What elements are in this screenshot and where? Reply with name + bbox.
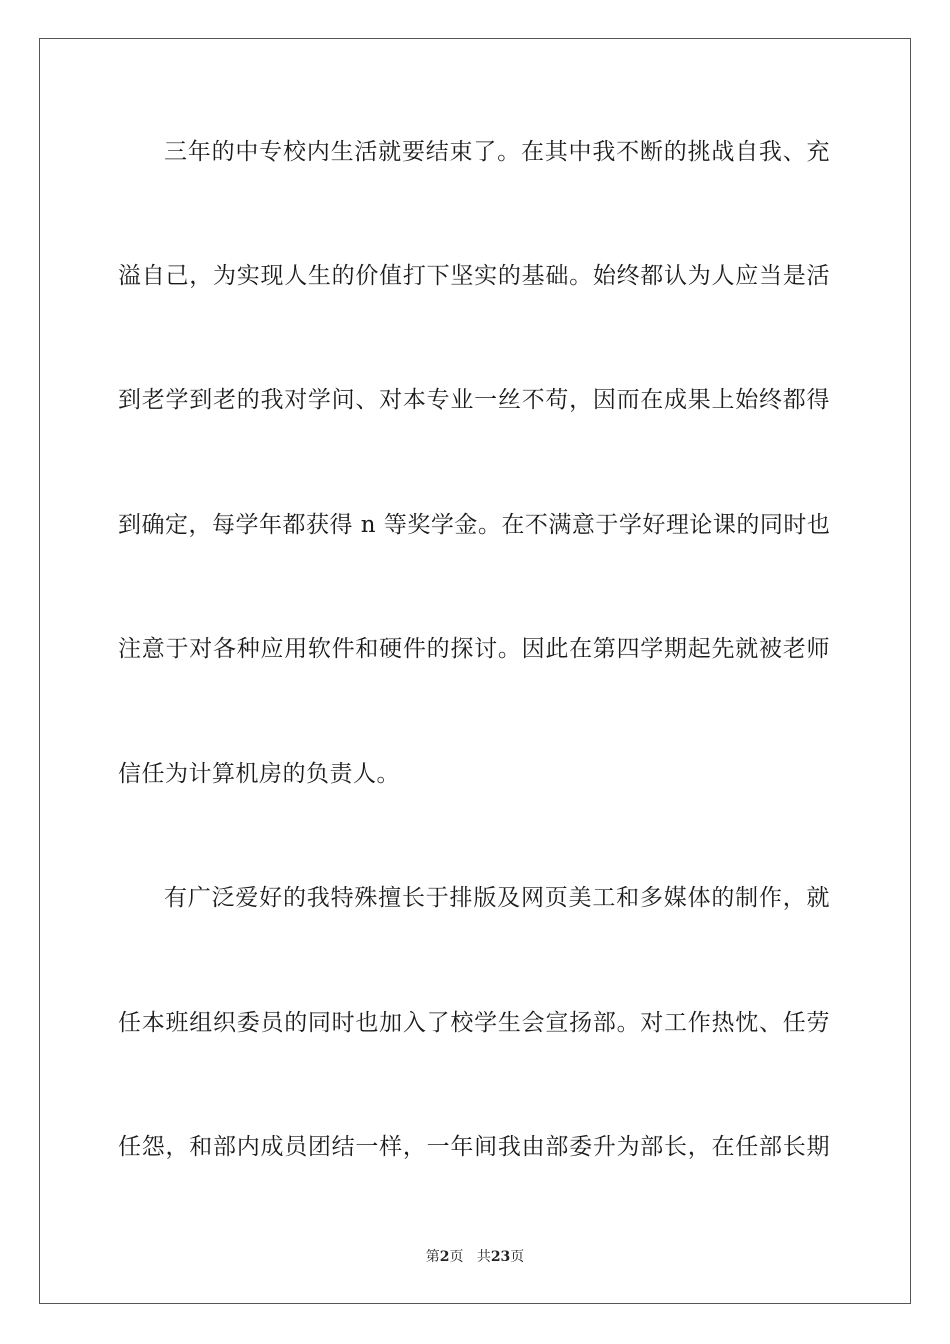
total-pages-suffix: 页: [510, 1249, 525, 1265]
page-footer: [0, 1247, 950, 1267]
paragraph-1-line-2: 溢自己，为实现人生的价值打下坚实的基础。始终都认为人应当是活: [118, 263, 830, 289]
page-number-prefix: 第: [425, 1249, 440, 1265]
page-number-suffix: 页: [449, 1249, 464, 1265]
paragraph-1-line-1: 三年的中专校内生活就要结束了。在其中我不断的挑战自我、充: [164, 139, 830, 165]
paragraph-1-line-4: 到确定，每学年都获得 n 等奖学金。在不满意于学好理论课的同时也: [118, 512, 831, 538]
page-border: [39, 38, 911, 1304]
paragraph-1-line-5: 注意于对各种应用软件和硬件的探讨。因此在第四学期起先就被老师: [118, 636, 830, 662]
total-pages-prefix: 共: [476, 1249, 491, 1265]
paragraph-2-line-2: 任本班组织委员的同时也加入了校学生会宣扬部。对工作热忱、任劳: [118, 1010, 830, 1036]
paragraph-2-line-3: 任怨，和部内成员团结一样，一年间我由部委升为部长，在任部长期: [118, 1134, 830, 1160]
paragraph-1-line-3: 到老学到老的我对学问、对本专业一丝不苟，因而在成果上始终都得: [118, 387, 830, 413]
paragraph-2-line-1: 有广泛爱好的我特殊擅长于排版及网页美工和多媒体的制作，就: [164, 885, 830, 911]
total-pages: 23: [490, 1249, 511, 1265]
page-number: 2: [439, 1249, 450, 1265]
paragraph-1-line-6: 信任为计算机房的负责人。: [118, 761, 400, 787]
